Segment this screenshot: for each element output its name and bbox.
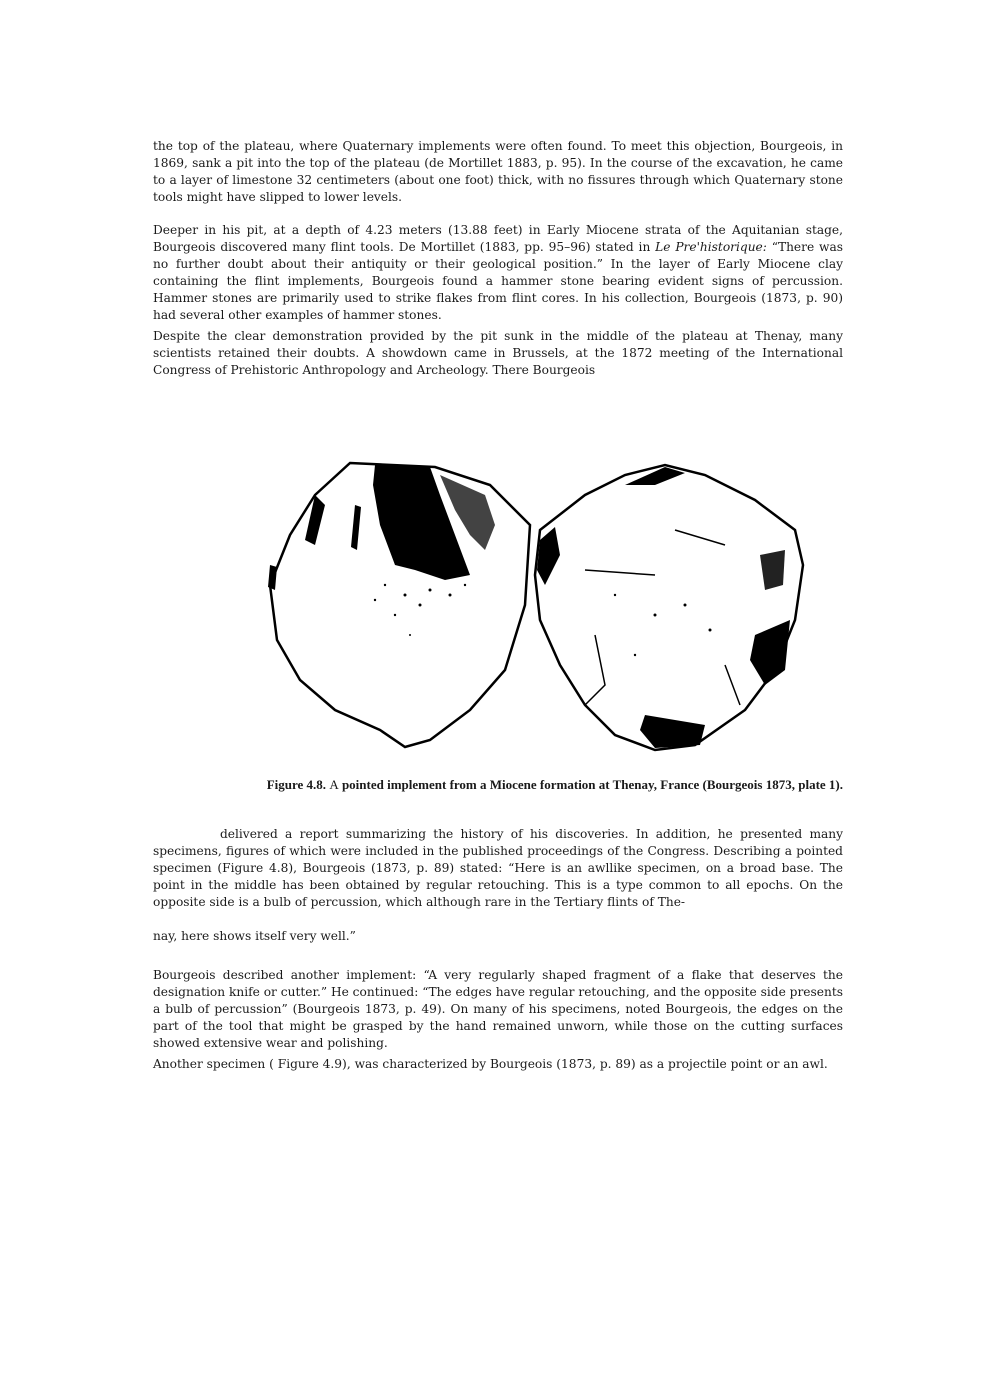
book-title: Le Pre'historique:: [655, 240, 767, 254]
paragraph-5: nay, here shows itself very well.”: [153, 929, 356, 943]
paragraph-7: Another specimen ( Figure 4.9), was characterized by Bourgeois (1873, p. 89) as a projectile point or an awl.: [153, 1057, 828, 1071]
paragraph-3: Despite the clear demonstration provided by the pit sunk in the middle of the plateau at Thenay, many scientists retained their doubts. A showdown came in Brussels, at the 1872 meeting of the International Congress of Prehistoric Anthropology and Archeology. There Bourgeois: [153, 329, 843, 377]
paragraph-6: Bourgeois described another implement: “A very regularly shaped fragment of a flake that deserves the designation knife or cutter.” He continued: “The edges have regular retouching, and the opposite side presents a bulb of percussion” (Bourgeois 1873, p. 49). On many of his specimens, noted Bourgeois, the edges on the part of the tool that might be grasped by the hand remained unworn, while those on the cutting surfaces showed extensive wear and polishing.: [153, 968, 843, 1050]
figure-caption: [153, 777, 843, 793]
figure-label: Figure 4.8.: [266, 777, 327, 792]
paragraph-1: the top of the plateau, where Quaternary implements were often found. To meet this objection, Bourgeois, in 1869, sank a pit into the top of the plateau (de Mortillet 1883, p. 95). In the course of the excavation, he came to a layer of limestone 32 centimeters (about one foot) thick, with no fissures through which Quaternary stone tools might have slipped to lower levels.: [153, 139, 843, 204]
paragraph-2-b: “There was no further doubt about their antiquity or their geological position.” In the layer of Early Miocene clay containing the flint implements, Bourgeois found a hammer stone bearing evident signs of percussion. Hammer stones are primarily used to strike flakes from flint cores. In his collection, Bourgeois (1873, p. 90) had several other examples of hammer stones.: [153, 240, 843, 322]
figure-caption-article: A: [329, 777, 339, 792]
paragraph-2-a: Deeper in his pit, at a depth of 4.23 meters (13.88 feet) in Early Miocene strata of the Aquitanian stage, Bourgeois discovered many flint tools. De Mortillet (1883, pp. 95–96) stated in: [153, 223, 843, 254]
flint-implement-illustration: [255, 455, 815, 755]
paragraph-2: [153, 222, 843, 324]
paragraph-4: delivered a report summarizing the history of his discoveries. In addition, he presented many specimens, figures of which were included in the published proceedings of the Congress. Describing a pointed specimen (Figure 4.8), Bourgeois (1873, p. 89) stated: “Here is an awllike specimen, on a broad base. The point in the middle has been obtained by regular retouching. This is a type common to all epochs. On the opposite side is a bulb of percussion, which although rare in the Tertiary flints of The-: [153, 827, 843, 909]
figure-caption-text: pointed implement from a Miocene formation at Thenay, France (Bourgeois 1873, plate 1).: [341, 777, 843, 792]
